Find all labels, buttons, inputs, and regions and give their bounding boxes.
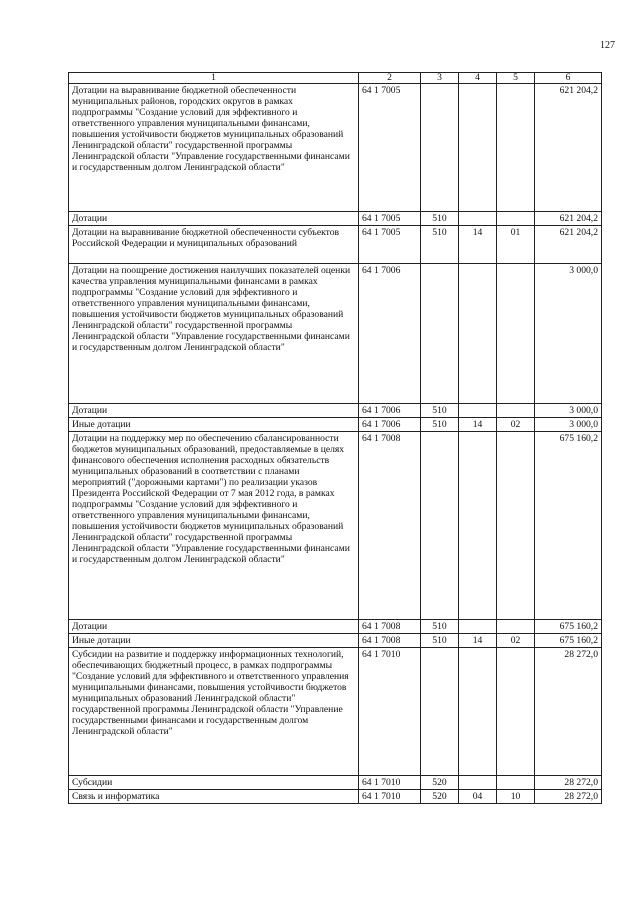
amount: 675 160,2 [535, 432, 602, 620]
table-row [69, 634, 602, 648]
row-description: Иные дотации [69, 634, 359, 648]
row-description: Дотации на выравнивание бюджетной обеспеченности муниципальных районов, городских округов в рамках подпрограммы "Создание условий для эффективного и ответственного управления муниципальными финансами, повышения устойчивости бюджетов муниципальных образований Ленинградской области" государственной программы Ленинградской области "Управление государственными финансами и государственным долгом Ленинградской области" [69, 84, 359, 212]
section-code [459, 776, 497, 790]
subsection-code [497, 404, 535, 418]
row-description: Дотации на выравнивание бюджетной обеспеченности субъектов Российской Федерации и муниципальных образований [69, 226, 359, 264]
row-description: Субсидии [69, 776, 359, 790]
subsection-code [497, 212, 535, 226]
subsection-code [497, 776, 535, 790]
amount: 621 204,2 [535, 212, 602, 226]
section-code [459, 212, 497, 226]
section-code [459, 84, 497, 212]
expense-type-code: 510 [421, 226, 459, 264]
amount: 3 000,0 [535, 404, 602, 418]
section-code: 04 [459, 790, 497, 804]
table-row [69, 226, 602, 264]
row-description: Связь и информатика [69, 790, 359, 804]
target-article-code: 64 1 7006 [359, 264, 421, 404]
row-description: Дотации [69, 404, 359, 418]
amount: 675 160,2 [535, 620, 602, 634]
subsection-code [497, 84, 535, 212]
table-row [69, 620, 602, 634]
subsection-code: 01 [497, 226, 535, 264]
expense-type-code [421, 648, 459, 776]
amount: 3 000,0 [535, 264, 602, 404]
expense-type-code: 510 [421, 404, 459, 418]
target-article-code: 64 1 7005 [359, 212, 421, 226]
page-number: 127 [600, 40, 615, 51]
table-row [69, 418, 602, 432]
expense-type-code: 520 [421, 776, 459, 790]
row-description: Дотации на поддержку мер по обеспечению сбалансированности бюджетов муниципальных образований, предоставляемые в целях финансового обеспечения исполнения расходных обязательств муниципальных образований в соответствии с планами мероприятий ("дорожными картами") по реализации указов Президента Российской Федерации от 7 мая 2012 года, в рамках подпрограммы "Создание условий для эффективного и ответственного управления муниципальными финансами, повышения устойчивости бюджетов муниципальных образований Ленинградской области" государственной программы Ленинградской области "Управление государственными финансами и государственным долгом Ленинградской области" [69, 432, 359, 620]
row-description: Дотации [69, 620, 359, 634]
target-article-code: 64 1 7008 [359, 620, 421, 634]
table-header-row [69, 73, 602, 84]
row-description: Иные дотации [69, 418, 359, 432]
amount: 675 160,2 [535, 634, 602, 648]
section-code [459, 404, 497, 418]
subsection-code [497, 620, 535, 634]
expense-type-code: 510 [421, 418, 459, 432]
section-code: 14 [459, 418, 497, 432]
target-article-code: 64 1 7005 [359, 84, 421, 212]
row-description: Субсидии на развитие и поддержку информационных технологий, обеспечивающих бюджетный процесс, в рамках подпрограммы "Создание условий для эффективного и ответственного управления муниципальными финансами, повышения устойчивости бюджетов муниципальных образований Ленинградской области" государственной программы Ленинградской области "Управление государственными финансами и государственным долгом Ленинградской области" [69, 648, 359, 776]
amount: 28 272,0 [535, 776, 602, 790]
table-row [69, 776, 602, 790]
section-code [459, 264, 497, 404]
budget-table [68, 72, 602, 804]
expense-type-code [421, 432, 459, 620]
column-header: 3 [421, 73, 459, 84]
table-row [69, 404, 602, 418]
row-description: Дотации на поощрение достижения наилучших показателей оценки качества управления муниципальными финансами в рамках подпрограммы "Создание условий для эффективного и ответственного управления муниципальными финансами, повышения устойчивости бюджетов муниципальных образований Ленинградской области" государственной программы Ленинградской области "Управление государственными финансами и государственным долгом Ленинградской области" [69, 264, 359, 404]
column-header: 1 [69, 73, 359, 84]
column-header: 5 [497, 73, 535, 84]
expense-type-code [421, 264, 459, 404]
amount: 28 272,0 [535, 790, 602, 804]
subsection-code [497, 264, 535, 404]
expense-type-code: 510 [421, 634, 459, 648]
expense-type-code [421, 84, 459, 212]
subsection-code: 10 [497, 790, 535, 804]
expense-type-code: 510 [421, 620, 459, 634]
target-article-code: 64 1 7010 [359, 776, 421, 790]
section-code: 14 [459, 226, 497, 264]
subsection-code [497, 432, 535, 620]
target-article-code: 64 1 7006 [359, 418, 421, 432]
row-description: Дотации [69, 212, 359, 226]
column-header: 6 [535, 73, 602, 84]
amount: 621 204,2 [535, 226, 602, 264]
target-article-code: 64 1 7010 [359, 790, 421, 804]
subsection-code: 02 [497, 634, 535, 648]
target-article-code: 64 1 7005 [359, 226, 421, 264]
subsection-code [497, 648, 535, 776]
target-article-code: 64 1 7010 [359, 648, 421, 776]
section-code [459, 620, 497, 634]
column-header: 2 [359, 73, 421, 84]
section-code [459, 648, 497, 776]
section-code [459, 432, 497, 620]
expense-type-code: 510 [421, 212, 459, 226]
table-row [69, 264, 602, 404]
target-article-code: 64 1 7008 [359, 432, 421, 620]
amount: 28 272,0 [535, 648, 602, 776]
expense-type-code: 520 [421, 790, 459, 804]
amount: 621 204,2 [535, 84, 602, 212]
table-row [69, 790, 602, 804]
table-row [69, 84, 602, 212]
table-row [69, 212, 602, 226]
section-code: 14 [459, 634, 497, 648]
table-row [69, 648, 602, 776]
table-row [69, 432, 602, 620]
subsection-code: 02 [497, 418, 535, 432]
target-article-code: 64 1 7006 [359, 404, 421, 418]
target-article-code: 64 1 7008 [359, 634, 421, 648]
column-header: 4 [459, 73, 497, 84]
amount: 3 000,0 [535, 418, 602, 432]
